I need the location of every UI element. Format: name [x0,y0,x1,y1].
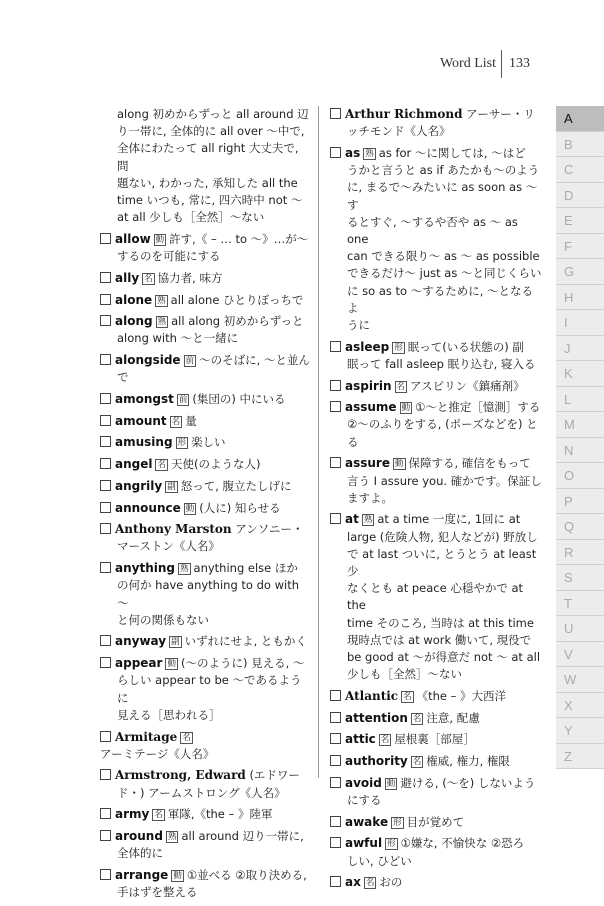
entry-first-line [100,313,310,330]
pos-tag: 副 [171,637,180,648]
pos-tag: 名 [412,757,422,768]
headword: arrange [115,867,169,882]
checkbox[interactable] [100,657,111,668]
definition-line: 言う I assure you. 確かです。保証し [347,473,542,488]
index-tab-o[interactable]: O [556,463,604,489]
checkbox[interactable] [100,458,111,469]
headword: attention [345,710,408,725]
pos-tag: 名 [182,732,191,743]
checkbox[interactable] [330,876,341,887]
headword: awful [345,836,383,851]
entry-line: 全体にわたって all right 大丈夫で, 問 [117,141,299,173]
checkbox[interactable] [100,315,111,326]
index-tab-p[interactable]: P [556,489,604,515]
definition-line: ②～のふりをする, (ポーズなどを) とる [347,417,538,449]
headword: assume [345,400,397,415]
pos-tag: 動 [155,234,165,245]
pos-tag: 名 [365,878,375,889]
definition: ～のそばに, ～と並ん [199,353,310,368]
entry-first-line [100,521,310,538]
index-tab-s[interactable]: S [556,565,604,591]
headword: angel [115,457,153,472]
word-entry [330,775,542,809]
definition: 天使(のような人) [171,457,261,472]
definition-line: time そのころ, 当時は at this time [347,615,534,630]
word-entry [100,767,310,801]
word-entry [100,867,310,901]
checkbox[interactable] [330,755,341,766]
index-tab-e[interactable]: E [556,208,604,234]
headword: ally [115,270,140,285]
pos-tag: 前 [185,356,195,367]
word-entry [100,521,310,555]
word-entry [100,560,310,629]
headword: Arthur Richmond [345,107,463,121]
index-tab-i[interactable]: I [556,310,604,336]
index-tab-q[interactable]: Q [556,514,604,540]
definition: 《the – 》大西洋 [416,689,507,703]
pos-tag: 形 [394,342,403,353]
entry-first-line [100,560,310,577]
checkbox[interactable] [330,690,341,701]
word-entry [330,753,542,770]
definition-line: うに [347,317,370,332]
checkbox[interactable] [330,816,341,827]
entry-first-line [100,655,310,672]
definition: (集団の) 中にいる [192,392,286,407]
definition: 軍隊,《the – 》陸軍 [167,807,273,822]
checkbox[interactable] [330,733,341,744]
checkbox[interactable] [100,830,111,841]
word-entry [330,106,542,140]
index-tab-f[interactable]: F [556,234,604,260]
index-tab-l[interactable]: L [556,387,604,413]
entry-first-line [330,455,542,472]
word-entry [100,434,310,451]
word-entry [100,270,310,287]
page-number: 133 [509,56,530,71]
index-tab-n[interactable]: N [556,438,604,464]
definition-line: できるだけ～ just as ～と同じくらい [347,266,542,281]
definition-line: しい, ひどい [347,853,412,868]
definition-line: と何の関係もない [117,612,209,627]
entry-first-line [330,339,542,356]
definition: アスピリン《鎮痛剤》 [410,378,525,393]
checkbox[interactable] [330,837,341,848]
index-tab-y[interactable]: Y [556,718,604,744]
checkbox[interactable] [100,731,111,742]
checkbox[interactable] [330,513,341,524]
word-entry [100,456,310,473]
checkbox[interactable] [330,341,341,352]
checkbox[interactable] [100,523,111,534]
entry-first-line [330,753,542,770]
definition: 協力者, 味方 [157,270,223,285]
definition-line: ますよ。 [347,490,393,505]
word-entry [100,352,310,386]
headword: avoid [345,775,382,790]
index-tab-u[interactable]: U [556,616,604,642]
entry-first-line [100,391,310,408]
checkbox[interactable] [330,401,341,412]
headword: amusing [115,435,173,450]
headword: around [115,829,163,844]
definition: (～のように) 見える, ～ [180,656,305,671]
definition: as for ～に関しては, ～はど [378,145,526,160]
entry-first-line [330,145,542,162]
checkbox[interactable] [100,869,111,880]
checkbox[interactable] [330,380,341,391]
definition-line: large (危険人物, 犯人などが) 野放し [347,529,538,544]
index-tab-t[interactable]: T [556,591,604,617]
definition-line: の何か have anything to do with ～ [117,578,299,610]
entry-first-line [330,835,542,852]
word-entry [330,731,542,748]
index-tab-c[interactable]: C [556,157,604,183]
definition: アンソニー・ [235,522,304,537]
headword: allow [115,231,151,246]
headword: along [115,314,153,329]
checkbox[interactable] [330,108,341,119]
entry-first-line [330,814,542,831]
definition-line: 眠って fall asleep 眠り込む, 寝入る [347,356,536,371]
headword: ax [345,875,361,890]
pos-tag: 副 [167,481,176,492]
checkbox[interactable] [100,393,111,404]
entry-line: along 初めからずっと all around 辺 [117,107,309,121]
word-entry [100,292,310,309]
word-entry [100,231,310,265]
entry-line: at all 少しも［全然］～ない [117,210,265,225]
pos-tag: 熟 [167,832,177,843]
checkbox[interactable] [330,147,341,158]
headword: amongst [115,392,174,407]
pos-tag: 熟 [157,317,167,328]
definition: (エドワー [249,768,300,783]
index-tab-r[interactable]: R [556,540,604,566]
definition-line: るとすぐ, ～するや否や as ～ as one [347,214,518,246]
index-tab-h[interactable]: H [556,285,604,311]
headword: anyway [115,634,167,649]
headword: alone [115,292,153,307]
definition: アーミテージ《人名》 [100,746,215,761]
definition: ①嫌な, 不愉快な ②恐ろ [400,836,525,851]
word-entry [330,511,542,683]
definition: at a time 一度に, 1回に at [377,512,521,527]
checkbox[interactable] [330,777,341,788]
column-divider [318,106,319,778]
entry-first-line [330,731,542,748]
definition: アーサー・リ [466,107,535,121]
word-entry [100,391,310,408]
pos-tag: 名 [144,273,153,284]
definition-line: うかと言うと as if あたかも～のよう [347,163,540,178]
index-tab-v[interactable]: V [556,642,604,668]
index-tab-j[interactable]: J [556,336,604,362]
checkbox[interactable] [100,436,111,447]
pos-tag: 名 [396,381,406,392]
checkbox[interactable] [100,808,111,819]
entry-line: り一帯に, 全体的に all over ～中で, [117,124,305,139]
definition: 許す,《 – … to ～》…が～ [169,231,309,246]
definition-line: ド・) アームストロング《人名》 [117,785,286,800]
entry-first-line [100,270,310,287]
checkbox[interactable] [100,562,111,573]
entry-first-line [330,511,542,528]
definition-line: can できる限り～ as ～ as possible [347,249,540,264]
definition: anything else ほか [193,561,298,576]
entry-first-line [100,352,310,369]
definition-line: along with ～と一緒に [117,331,239,346]
word-entry [330,339,542,373]
definition-line: に, まるで～みたいに as soon as ～す [347,180,538,212]
definition-line: 手はずを整える [117,885,198,900]
entry-first-line [330,710,542,727]
checkbox[interactable] [100,354,111,365]
index-tab-x[interactable]: X [556,693,604,719]
definition: all around 辺り一帯に, [181,829,304,844]
definition: 保障する, 確信をもって [408,456,531,471]
alphabet-index [556,106,604,769]
definition: 怒って, 腹立たしげに [180,478,292,493]
pos-tag: 熟 [365,148,374,159]
index-tab-m[interactable]: M [556,412,604,438]
definition: ①～と推定［憶測］する [415,400,541,415]
definition: all alone ひとりぼっちで [170,292,304,307]
headword: authority [345,754,408,769]
definition-line: ッチモンド《人名》 [347,124,451,139]
header-divider [501,50,502,78]
definition-line: で [117,370,129,385]
left-column [100,106,310,906]
word-entry [330,455,542,507]
entry-first-line [330,775,542,792]
definition-line: なくとも at peace 心穏やかで at the [347,581,524,613]
definition-line: マーストン《人名》 [117,539,220,554]
pos-tag: 名 [157,460,166,471]
headword: alongside [115,353,181,368]
word-entry [100,500,310,517]
headword: awake [345,814,389,829]
word-entry [100,313,310,347]
headword: Anthony Marston [115,522,232,537]
definition-line: 見える［思われる］ [117,707,221,722]
word-entry [330,399,542,451]
word-entry [100,828,310,862]
entry-first-line [100,292,310,309]
pos-tag: 動 [173,870,182,881]
entry-line: 題ない, わかった, 承知した all the [117,175,298,190]
headword: aspirin [345,378,392,393]
word-entry [330,710,542,727]
headword: angrily [115,478,163,493]
word-entry [330,378,542,395]
index-tab-b[interactable]: B [556,132,604,158]
entry-first-line [330,874,542,891]
word-entry [330,814,542,831]
entry-first-line [100,828,310,845]
word-entry [100,729,310,763]
checkbox[interactable] [100,502,111,513]
index-tab-a[interactable]: A [556,106,604,132]
headword: assure [345,456,390,471]
pos-tag: 名 [171,416,181,427]
entry-first-line [330,399,542,416]
headword: Atlantic [345,689,399,703]
headword: army [115,807,150,822]
definition: all along 初めからずっと [171,314,304,329]
word-entry [330,145,542,334]
word-entry [100,633,310,650]
checkbox[interactable] [100,415,111,426]
index-tab-w[interactable]: W [556,667,604,693]
index-tab-d[interactable]: D [556,183,604,209]
headword: amount [115,413,167,428]
entry-first-line [330,106,542,123]
definition-line: 全体的に [117,846,163,861]
definition: 量 [185,413,197,428]
pos-tag: 動 [167,659,176,670]
headword: announce [115,500,181,515]
headword: appear [115,656,163,671]
index-tab-g[interactable]: G [556,259,604,285]
checkbox[interactable] [100,294,111,305]
pos-tag: 熟 [180,564,189,575]
definition-line: 現時点では at work 働いて, 現役で [347,632,532,647]
headword: anything [115,561,175,576]
entry-first-line [100,478,310,495]
checkbox[interactable] [330,712,341,723]
checkbox[interactable] [100,769,111,780]
word-entry [100,806,310,823]
definition-line: するのを可能にする [117,249,221,264]
pos-tag: 熟 [157,295,166,306]
definition: おの [379,875,403,890]
entry-first-line [100,729,310,763]
index-tab-k[interactable]: K [556,361,604,387]
headword: at [345,512,359,527]
word-entry [100,106,310,226]
definition: 権威, 権力, 権限 [426,754,510,769]
pos-tag: 動 [386,778,396,789]
entry-first-line [100,867,310,884]
pos-tag: 動 [185,503,195,514]
entry-first-line [100,767,310,784]
definition-line: で at last ついに, とうとう at least 少 [347,546,537,579]
pos-tag: 熟 [363,515,373,526]
definition: 避ける, (～を) しないよう [400,775,536,790]
pos-tag: 動 [401,403,411,414]
definition: ①並べる ②取り決める, [186,867,307,882]
page-header [400,50,530,78]
entry-first-line [330,688,542,705]
word-entry [100,478,310,495]
pos-tag: 前 [178,395,188,406]
definition: 楽しい [191,435,226,450]
entry-first-line [100,413,310,430]
entry-first-line [100,500,310,517]
definition: いずれにせよ, ともかく [184,634,307,649]
right-column [330,106,542,896]
word-entry [330,874,542,891]
definition: 屋根裏［部屋］ [394,732,475,747]
headword: attic [345,732,376,747]
pos-tag: 形 [387,839,396,850]
checkbox[interactable] [100,635,111,646]
word-entry [330,835,542,869]
pos-tag: 名 [412,713,422,724]
checkbox[interactable] [100,272,111,283]
pos-tag: 形 [393,817,402,828]
index-tab-z[interactable]: Z [556,744,604,770]
definition-line: be good at ～が得意だ not ～ at all [347,650,541,665]
definition: 注意, 配慮 [426,710,480,725]
pos-tag: 形 [177,438,187,449]
headword: as [345,145,361,160]
definition: 目が覚めて [406,814,465,829]
entry-first-line [100,231,310,248]
definition-line: に so as to ～するために, ～となるよ [347,283,534,315]
word-entry [100,655,310,724]
word-entry [100,413,310,430]
running-title: Word List [439,56,496,71]
definition: 眠って(いる状態の) 副 [407,339,524,354]
headword: asleep [345,339,390,354]
word-entry [330,688,542,705]
headword: Armitage [115,729,178,744]
entry-first-line [100,456,310,473]
entry-first-line [330,378,542,395]
entry-first-line [100,434,310,451]
pos-tag: 名 [380,735,390,746]
headword: Armstrong, Edward [115,768,246,783]
entry-first-line [100,633,310,650]
definition-line: らしい appear to be ～であるように [117,673,302,705]
pos-tag: 名 [403,692,412,702]
definition-line: にする [347,793,382,808]
entry-line: time いつも, 常に, 四六時中 not ～ [117,193,303,208]
checkbox[interactable] [100,233,111,244]
definition: (人に) 知らせる [199,500,281,515]
pos-tag: 名 [154,810,163,821]
checkbox[interactable] [100,480,111,491]
checkbox[interactable] [330,457,341,468]
definition-line: 少しも［全然］～ない [347,667,462,682]
pos-tag: 動 [394,459,404,470]
entry-first-line [100,806,310,823]
